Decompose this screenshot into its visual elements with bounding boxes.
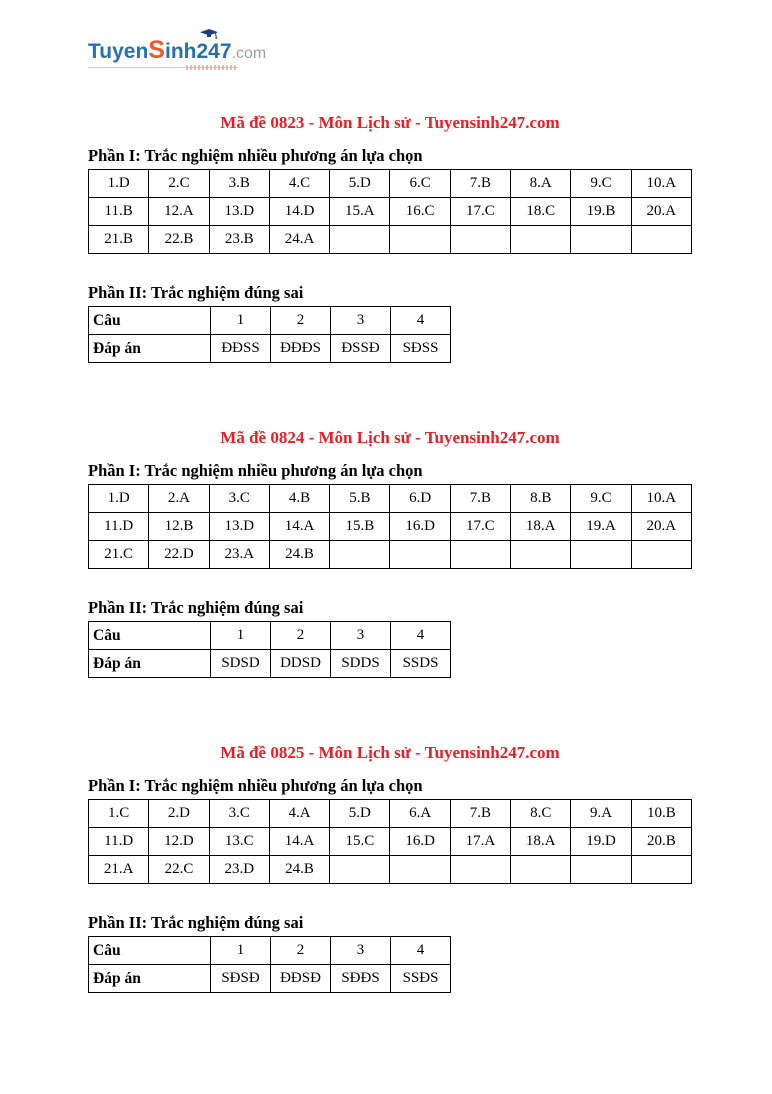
- answer-cell: 11.B: [89, 198, 149, 226]
- answer-cell: 22.C: [149, 856, 209, 884]
- true-false-answer-cell: SĐSĐ: [211, 965, 271, 993]
- answer-cell: 13.D: [209, 198, 269, 226]
- part2-answer-table: [88, 936, 451, 993]
- answer-cell: 5.D: [330, 800, 390, 828]
- part1-table-body: [89, 485, 692, 569]
- question-number-cell: 1: [211, 622, 271, 650]
- answer-cell: 14.D: [269, 198, 329, 226]
- answer-cell: 9.C: [571, 485, 631, 513]
- answer-cell: 23.B: [209, 226, 269, 254]
- answer-cell: 3.C: [209, 485, 269, 513]
- part1-answer-row: [89, 800, 692, 828]
- question-number-cell: 3: [331, 937, 391, 965]
- question-number-cell: 1: [211, 307, 271, 335]
- true-false-answer-cell: SSĐS: [391, 965, 451, 993]
- answer-cell: 9.A: [571, 800, 631, 828]
- empty-cell: [390, 226, 450, 254]
- part1-answer-row: [89, 198, 692, 226]
- answer-cell: 19.B: [571, 198, 631, 226]
- part2-answer-row: [89, 335, 451, 363]
- part1-answer-row: [89, 828, 692, 856]
- answer-cell: 4.C: [269, 170, 329, 198]
- exam-section-0824: [88, 427, 692, 678]
- answer-cell: 21.C: [89, 541, 149, 569]
- part2-question-row: [89, 307, 451, 335]
- answer-cell: 14.A: [269, 828, 329, 856]
- answer-cell: 16.D: [390, 828, 450, 856]
- part1-table-body: [89, 170, 692, 254]
- part1-answer-table: [88, 169, 692, 254]
- empty-cell: [571, 226, 631, 254]
- part2-question-row: [89, 937, 451, 965]
- question-row-label: Câu: [89, 307, 211, 335]
- part2-answer-row: [89, 650, 451, 678]
- answer-cell: 9.C: [571, 170, 631, 198]
- answer-cell: 3.C: [209, 800, 269, 828]
- answer-cell: 4.B: [269, 485, 329, 513]
- answer-cell: 6.D: [390, 485, 450, 513]
- question-row-label: Câu: [89, 622, 211, 650]
- question-number-cell: 2: [271, 937, 331, 965]
- true-false-answer-cell: ĐSSĐ: [331, 335, 391, 363]
- empty-cell: [330, 226, 390, 254]
- answer-cell: 1.D: [89, 485, 149, 513]
- answer-cell: 18.A: [511, 513, 571, 541]
- part1-answer-row: [89, 485, 692, 513]
- answer-cell: 23.D: [209, 856, 269, 884]
- part2-heading: Phần II: Trắc nghiệm đúng sai: [88, 283, 304, 302]
- answer-cell: 7.B: [450, 485, 510, 513]
- answer-cell: 12.D: [149, 828, 209, 856]
- answer-cell: 2.A: [149, 485, 209, 513]
- answer-row-label: Đáp án: [89, 335, 211, 363]
- answer-cell: 21.A: [89, 856, 149, 884]
- part1-heading: Phần I: Trắc nghiệm nhiều phương án lựa chọn: [88, 461, 423, 480]
- part2-table-body: [89, 622, 451, 678]
- answer-cell: 11.D: [89, 513, 149, 541]
- part2-heading: Phần II: Trắc nghiệm đúng sai: [88, 913, 304, 932]
- true-false-answer-cell: SĐSS: [391, 335, 451, 363]
- logo-text-tuyen: Tuyen: [88, 40, 149, 63]
- answer-cell: 3.B: [209, 170, 269, 198]
- empty-cell: [450, 541, 510, 569]
- answer-key-sections: [88, 112, 692, 993]
- empty-cell: [631, 226, 691, 254]
- part2-question-row: [89, 622, 451, 650]
- answer-cell: 10.B: [631, 800, 691, 828]
- answer-cell: 2.C: [149, 170, 209, 198]
- answer-cell: 5.D: [330, 170, 390, 198]
- answer-cell: 16.D: [390, 513, 450, 541]
- answer-cell: 18.C: [511, 198, 571, 226]
- answer-cell: 2.D: [149, 800, 209, 828]
- answer-cell: 13.C: [209, 828, 269, 856]
- empty-cell: [450, 856, 510, 884]
- question-number-cell: 4: [391, 937, 451, 965]
- part1-table-body: [89, 800, 692, 884]
- answer-cell: 8.B: [511, 485, 571, 513]
- part1-answer-row: [89, 541, 692, 569]
- empty-cell: [571, 856, 631, 884]
- empty-cell: [330, 541, 390, 569]
- answer-cell: 24.B: [269, 856, 329, 884]
- exam-section-0825: [88, 742, 692, 993]
- part1-heading: Phần I: Trắc nghiệm nhiều phương án lựa chọn: [88, 776, 423, 795]
- true-false-answer-cell: SSDS: [391, 650, 451, 678]
- answer-cell: 22.D: [149, 541, 209, 569]
- true-false-answer-cell: SDSD: [211, 650, 271, 678]
- empty-cell: [330, 856, 390, 884]
- answer-cell: 15.A: [330, 198, 390, 226]
- answer-cell: 19.D: [571, 828, 631, 856]
- answer-cell: 1.D: [89, 170, 149, 198]
- exam-section-0823: [88, 112, 692, 363]
- answer-cell: 20.A: [631, 513, 691, 541]
- empty-cell: [631, 856, 691, 884]
- part1-answer-table: [88, 799, 692, 884]
- part2-answer-row: [89, 965, 451, 993]
- answer-cell: 16.C: [390, 198, 450, 226]
- empty-cell: [571, 541, 631, 569]
- empty-cell: [511, 856, 571, 884]
- logo: [88, 36, 267, 73]
- empty-cell: [390, 856, 450, 884]
- answer-cell: 19.A: [571, 513, 631, 541]
- part1-answer-row: [89, 170, 692, 198]
- answer-cell: 12.A: [149, 198, 209, 226]
- answer-cell: 4.A: [269, 800, 329, 828]
- empty-cell: [511, 541, 571, 569]
- answer-cell: 8.C: [511, 800, 571, 828]
- empty-cell: [390, 541, 450, 569]
- answer-cell: 21.B: [89, 226, 149, 254]
- answer-cell: 20.A: [631, 198, 691, 226]
- answer-cell: 6.C: [390, 170, 450, 198]
- answer-cell: 7.B: [450, 170, 510, 198]
- logo-wordmark: [88, 36, 267, 65]
- part2-answer-table: [88, 306, 451, 363]
- question-number-cell: 3: [331, 307, 391, 335]
- answer-cell: 15.C: [330, 828, 390, 856]
- part1-answer-row: [89, 226, 692, 254]
- true-false-answer-cell: SĐĐS: [331, 965, 391, 993]
- part1-answer-table: [88, 484, 692, 569]
- question-number-cell: 4: [391, 307, 451, 335]
- answer-row-label: Đáp án: [89, 965, 211, 993]
- question-number-cell: 2: [271, 307, 331, 335]
- empty-cell: [511, 226, 571, 254]
- answer-cell: 15.B: [330, 513, 390, 541]
- logo-text-s: S: [148, 36, 165, 64]
- part2-answer-table: [88, 621, 451, 678]
- answer-cell: 12.B: [149, 513, 209, 541]
- answer-cell: 6.A: [390, 800, 450, 828]
- true-false-answer-cell: SDDS: [331, 650, 391, 678]
- answer-cell: 13.D: [209, 513, 269, 541]
- logo-tagline-rule: [88, 67, 238, 73]
- question-number-cell: 3: [331, 622, 391, 650]
- question-number-cell: 2: [271, 622, 331, 650]
- answer-cell: 11.D: [89, 828, 149, 856]
- answer-cell: 8.A: [511, 170, 571, 198]
- exam-code-title: Mã đề 0825 - Môn Lịch sử - Tuyensinh247.com: [220, 743, 560, 762]
- answer-row-label: Đáp án: [89, 650, 211, 678]
- answer-cell: 24.A: [269, 226, 329, 254]
- part2-heading: Phần II: Trắc nghiệm đúng sai: [88, 598, 304, 617]
- question-row-label: Câu: [89, 937, 211, 965]
- true-false-answer-cell: ĐĐĐS: [271, 335, 331, 363]
- true-false-answer-cell: DDSD: [271, 650, 331, 678]
- question-number-cell: 1: [211, 937, 271, 965]
- answer-cell: 17.A: [450, 828, 510, 856]
- graduation-cap-icon: [200, 29, 218, 39]
- part2-table-body: [89, 937, 451, 993]
- exam-code-title: Mã đề 0823 - Môn Lịch sử - Tuyensinh247.com: [220, 113, 560, 132]
- answer-cell: 18.A: [511, 828, 571, 856]
- answer-cell: 17.C: [450, 198, 510, 226]
- true-false-answer-cell: ĐĐSS: [211, 335, 271, 363]
- answer-cell: 7.B: [450, 800, 510, 828]
- empty-cell: [631, 541, 691, 569]
- answer-cell: 10.A: [631, 485, 691, 513]
- part1-heading: Phần I: Trắc nghiệm nhiều phương án lựa chọn: [88, 146, 423, 165]
- answer-cell: 24.B: [269, 541, 329, 569]
- answer-cell: 10.A: [631, 170, 691, 198]
- part1-answer-row: [89, 513, 692, 541]
- answer-cell: 14.A: [269, 513, 329, 541]
- answer-cell: 5.B: [330, 485, 390, 513]
- answer-cell: 17.C: [450, 513, 510, 541]
- logo-text-com: .com: [231, 45, 267, 62]
- exam-code-title: Mã đề 0824 - Môn Lịch sử - Tuyensinh247.com: [220, 428, 560, 447]
- logo-text-inh247: inh247: [164, 40, 232, 63]
- part2-table-body: [89, 307, 451, 363]
- empty-cell: [450, 226, 510, 254]
- answer-cell: 23.A: [209, 541, 269, 569]
- answer-cell: 20.B: [631, 828, 691, 856]
- answer-cell: 1.C: [89, 800, 149, 828]
- question-number-cell: 4: [391, 622, 451, 650]
- answer-cell: 22.B: [149, 226, 209, 254]
- true-false-answer-cell: ĐĐSĐ: [271, 965, 331, 993]
- part1-answer-row: [89, 856, 692, 884]
